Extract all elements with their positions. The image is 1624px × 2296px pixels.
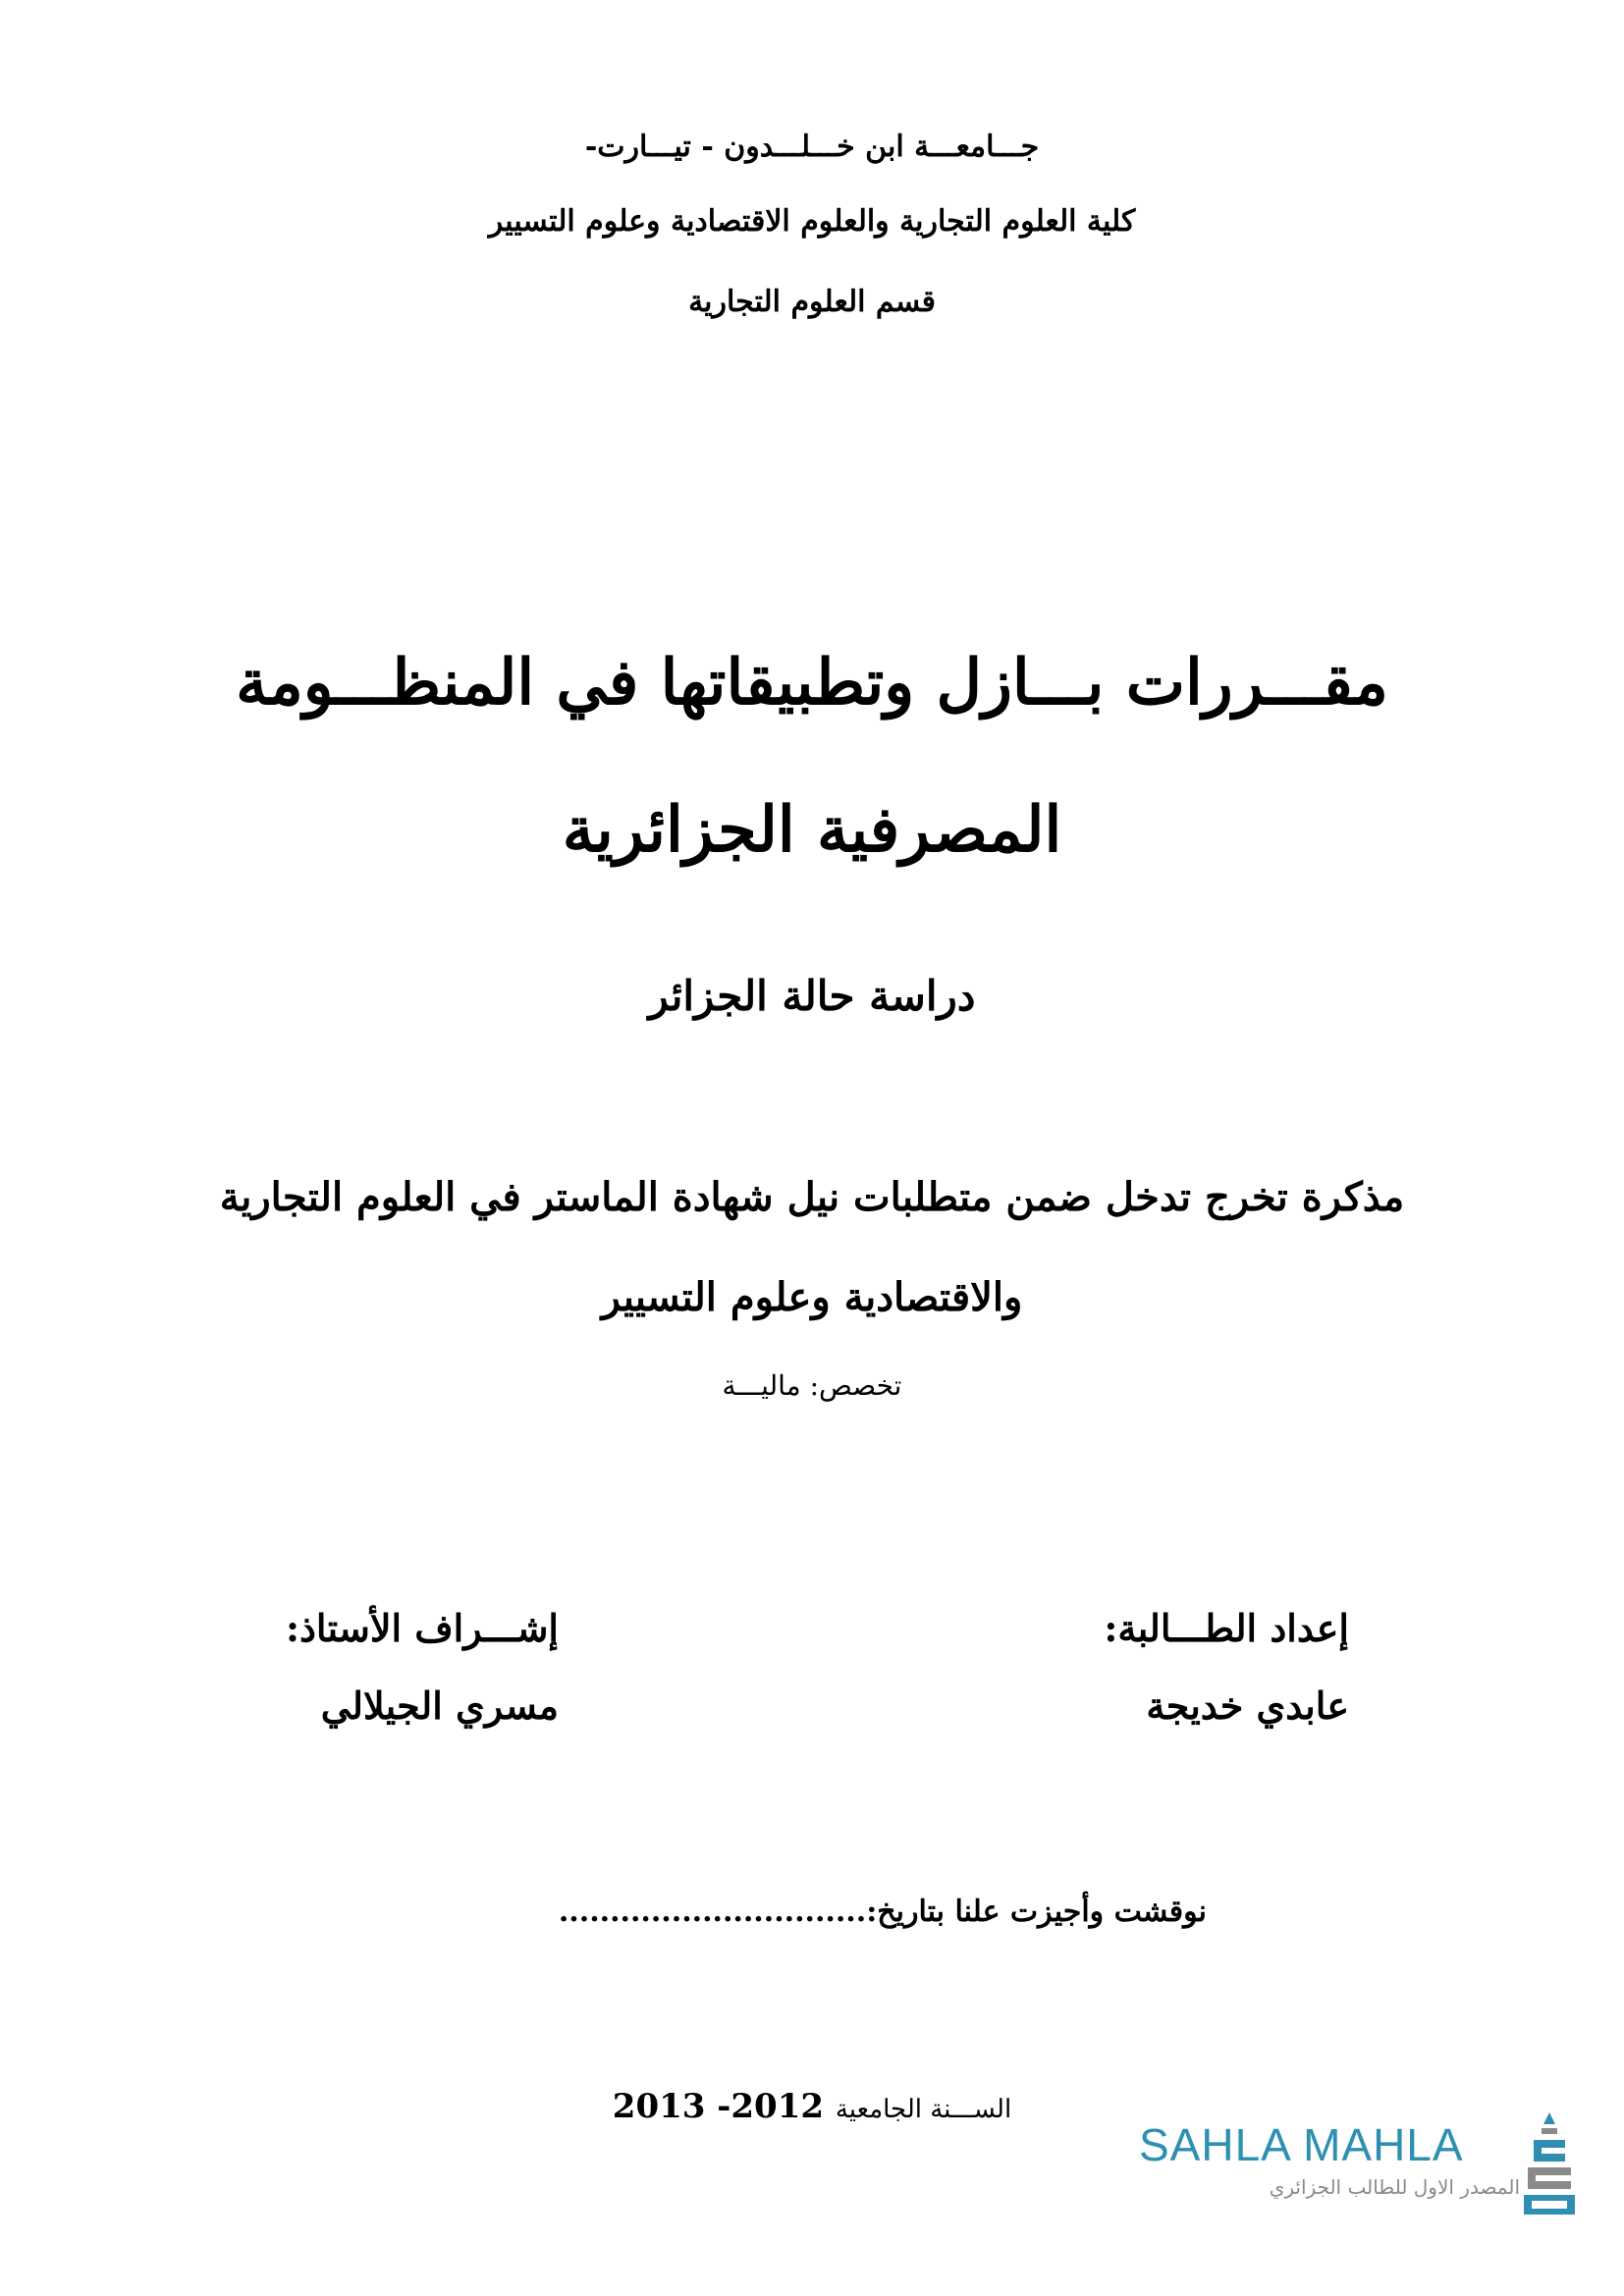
- department-name: قسم العلوم التجارية: [688, 285, 936, 319]
- student-block: [1104, 1606, 1349, 1728]
- academic-year-value: 2012- 2013: [612, 2087, 825, 2126]
- student-name: عابدي خديجة: [1146, 1683, 1349, 1728]
- supervisor-label: إشـــراف الأستاذ:: [285, 1606, 559, 1650]
- supervisor-block: [286, 1606, 559, 1728]
- defense-date-line: نوقشت وأجيزت علنا بتاريخ:..............................: [558, 1895, 1207, 1929]
- watermark-brand: SAHLA MAHLA: [1139, 2119, 1464, 2170]
- student-label: إعداد الطـــالبة:: [1104, 1606, 1349, 1650]
- watermark-tagline: المصدر الاول للطالب الجزائري: [1269, 2175, 1520, 2199]
- memo-description-line-1: مذكرة تخرج تدخل ضمن متطلبات نيل شهادة الماستر في العلوم التجارية: [219, 1174, 1405, 1220]
- memo-description-line-2: والاقتصادية وعلوم التسيير: [601, 1274, 1023, 1320]
- calligraphy-emblem-icon: [1520, 2110, 1579, 2216]
- academic-year-label: الســـنة الجامعية: [835, 2095, 1012, 2124]
- supervisor-name: مسري الجيلالي: [320, 1683, 559, 1728]
- specialization: تخصص: ماليـــة: [722, 1369, 902, 1402]
- thesis-title-line-1: مقـــررات بـــازل وتطبيقاتها في المنظـــومة: [236, 646, 1388, 720]
- sahla-mahla-watermark: [1119, 2110, 1581, 2218]
- thesis-subtitle: دراسة حالة الجزائر: [648, 972, 976, 1020]
- university-name: جـــامعـــة ابن خـــلـــدون - تيـــارت-: [584, 130, 1040, 164]
- thesis-title-line-2: المصرفية الجزائرية: [562, 793, 1062, 867]
- faculty-name: كلية العلوم التجارية والعلوم الاقتصادية وعلوم التسيير: [488, 204, 1136, 239]
